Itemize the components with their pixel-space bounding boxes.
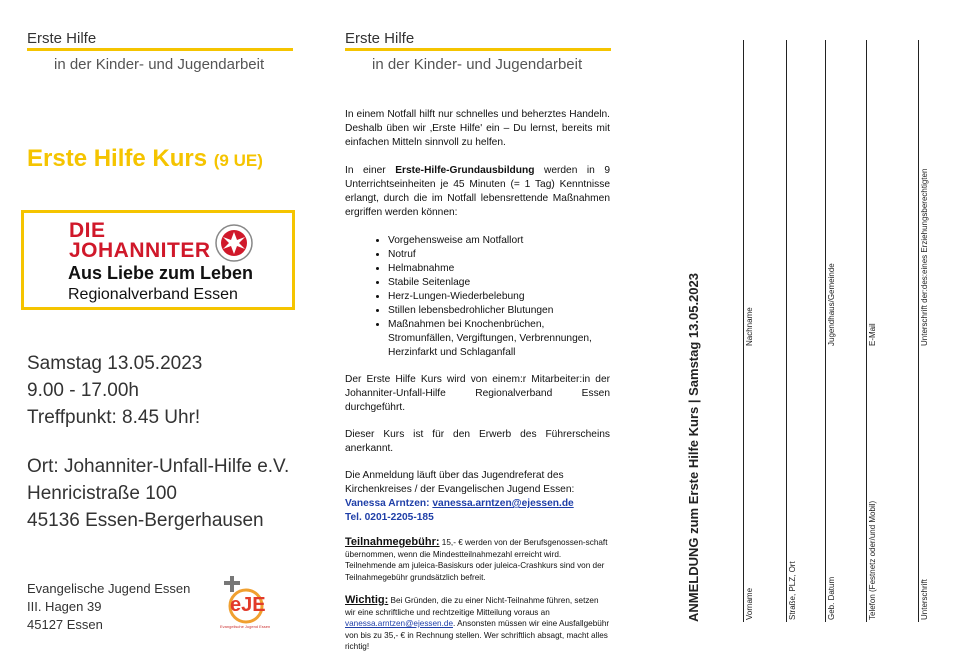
important-label: Wichtig: <box>345 594 389 606</box>
location-line2: Henricistraße 100 <box>27 483 177 504</box>
organizer-name: Evangelische Jugend Essen <box>27 581 191 596</box>
topic-item: • Vorgehensweise am Notfallort <box>388 234 610 248</box>
logo-region: Regionalverband Essen <box>68 286 238 303</box>
course-title <box>27 145 263 173</box>
form-field-label: Geb. Datum <box>827 576 836 620</box>
course-description <box>345 108 610 653</box>
form-field-label: Unterschrift der:des:eines Erziehungsberechtigten <box>920 168 929 346</box>
course-paragraph <box>345 164 610 220</box>
contact-email-link[interactable]: vanessa.arntzen@ejessen.de <box>432 498 574 509</box>
fee-label: Teilnahmegebühr: <box>345 536 440 548</box>
johanniter-logo <box>21 210 295 310</box>
course-bold: Erste-Hilfe-Grundausbildung <box>395 165 535 176</box>
form-title: ANMELDUNG zum Erste Hilfe Kurs | Samstag 13.05.2023 <box>686 273 701 622</box>
form-line-1 <box>743 40 744 622</box>
topic-item: • Maßnahmen bei Knochenbrüchen, Stromunfällen, Vergiftungen, Verbrennungen, Herzinfarkt und Schlaganfall <box>388 318 610 360</box>
logo-name <box>69 221 211 261</box>
organizer-street: III. Hagen 39 <box>27 599 102 614</box>
important-paragraph <box>345 595 610 653</box>
eje-logo-text: eJE <box>230 594 266 616</box>
course-date: Samstag 13.05.2023 <box>27 353 203 374</box>
form-line-5 <box>918 40 919 622</box>
eje-logo <box>216 574 276 636</box>
logo-line1: DIE <box>69 219 106 242</box>
logo-slogan: Aus Liebe zum Leben <box>68 263 254 283</box>
topic-item: • Helmabnahme <box>388 262 610 276</box>
form-line-3 <box>825 40 826 622</box>
conducted-paragraph: Der Erste Hilfe Kurs wird von einem:r Mitarbeiter:in der Johanniter-Unfall-Hilfe Regionalverband Essen durchgeführt. <box>345 374 610 413</box>
form-field-label: Unterschrift <box>920 579 929 620</box>
form-field-label: Jugendhaus/Gemeinde <box>827 263 836 346</box>
organizer-address <box>27 580 190 634</box>
location-line1: Ort: Johanniter-Unfall-Hilfe e.V. <box>27 456 290 477</box>
form-field-label: Telefon (Festnetz oder/und Mobil) <box>868 500 877 620</box>
johanniter-cross-icon <box>214 223 254 263</box>
course-units: (9 UE) <box>213 151 263 170</box>
eje-logo-caption: Evangelische Jugend Essen <box>220 624 271 629</box>
form-field-label: E-Mail <box>868 323 877 346</box>
fee-text: 15,- € werden von der Berufsgenossen-schaft übernommen, wenn die Mindestteilnahmezahl erreicht wird. Teilnehmende am juleica-Basiskurs oder juleica-Crashkurs sind von der Teilnahmegebühr grundsätzlich befreit. <box>345 538 608 582</box>
form-field-label: Straße, PLZ, Ort <box>788 561 797 620</box>
meeting-time: Treffpunkt: 8.45 Uhr! <box>27 407 201 428</box>
form-line-4 <box>866 40 867 622</box>
logo-line2: JOHANNITER <box>69 239 211 262</box>
contact-name: Vanessa Arntzen: <box>345 498 433 509</box>
important-text: Bei Gründen, die zu einer Nicht-Teilnahme führen, setzen wir eine schriftliche und rechtzeitige Mitteilung voraus an <box>345 596 599 617</box>
topic-item: • Notruf <box>388 248 610 262</box>
license-paragraph: Dieser Kurs ist für den Erwerb des Führerscheins anerkannt. <box>345 429 610 454</box>
header-left-rule <box>27 48 293 51</box>
topic-item: • Stabile Seitenlage <box>388 276 610 290</box>
important-email-link[interactable]: vanessa.arntzen@ejessen.de <box>345 619 453 628</box>
fee-paragraph <box>345 537 610 583</box>
header-left-subtitle: in der Kinder- und Jugendarbeit <box>54 56 265 73</box>
course-pre: In einer <box>345 165 396 176</box>
organizer-city: 45127 Essen <box>27 617 103 632</box>
header-mid-subtitle: in der Kinder- und Jugendarbeit <box>372 56 583 73</box>
course-title-text: Erste Hilfe Kurs <box>27 145 208 172</box>
form-field-label: Nachname <box>745 307 754 346</box>
form-line-2 <box>786 40 787 622</box>
intro-paragraph: In einem Notfall hilft nur schnelles und beherztes Handeln. Deshalb üben wir ‚Erste Hilfe' ein – Du lernst, bereits mit einfachen Mitteln sinnvoll zu helfen. <box>345 109 610 148</box>
course-details <box>27 350 289 534</box>
topic-list <box>345 234 610 360</box>
important-post: . Ansonsten müssen wir eine Ausfallgebühr von bis zu 35,- € in Rechnung stellen. Wer schriftlich absagt, macht alles richtig! <box>345 619 610 651</box>
registration-paragraph: Die Anmeldung läuft über das Jugendreferat des Kirchenkreises / der Evangelischen Jugend Essen: <box>345 470 575 495</box>
location-line3: 45136 Essen-Bergerhausen <box>27 510 264 531</box>
contact-phone: Tel. 0201-2205-185 <box>345 512 434 523</box>
contact-line <box>345 497 610 511</box>
course-post: werden in 9 Unterrichtseinheiten je 45 Minuten (= 1 Tag) Kenntnisse erlangt, durch die im Notfall lebensrettende Maßnahmen ergriffen werden können: <box>345 165 611 218</box>
topic-item: • Stillen lebensbedrohlicher Blutungen <box>388 304 610 318</box>
header-mid-title: Erste Hilfe <box>345 30 415 47</box>
header-mid-rule <box>345 48 611 51</box>
header-left-title: Erste Hilfe <box>27 30 97 47</box>
course-time: 9.00 - 17.00h <box>27 380 139 401</box>
form-field-label: Vorname <box>745 587 754 620</box>
topic-item: • Herz-Lungen-Wiederbelebung <box>388 290 610 304</box>
